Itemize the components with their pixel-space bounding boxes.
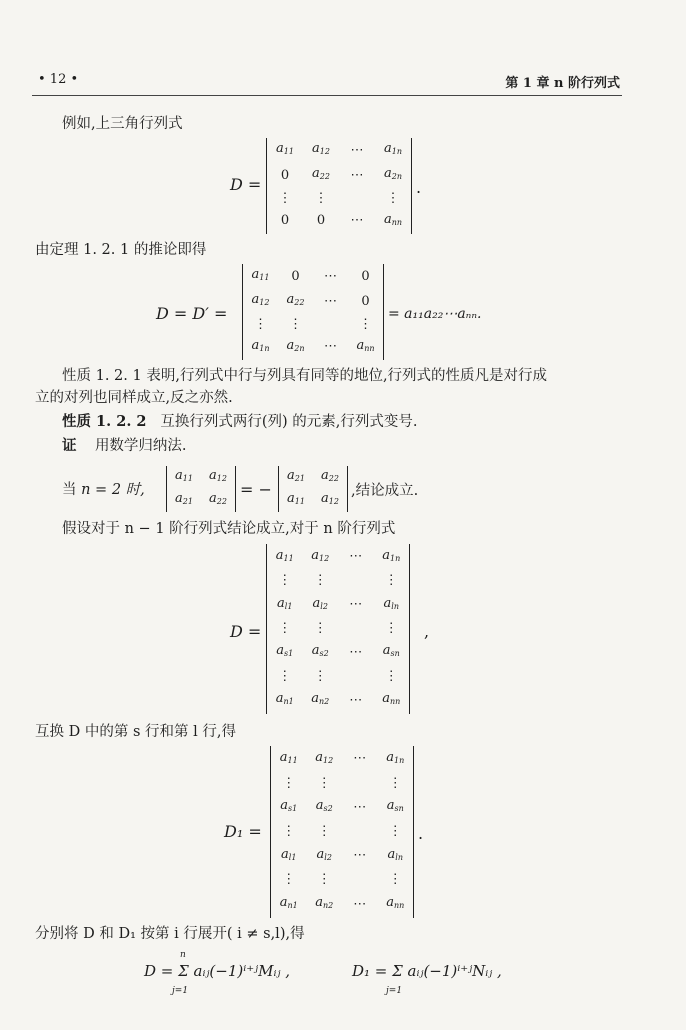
- matrix-cell: $a_{l2}$: [316, 846, 332, 862]
- matrix-cell: [342, 773, 378, 795]
- property-statement: [62, 412, 417, 432]
- matrix-cell: ⋯: [324, 293, 337, 309]
- label-D-eq-Dprime: D = D′ =: [156, 304, 228, 323]
- matrix-cell: ⋮: [278, 190, 292, 206]
- matrix-cell: $a_{s1}$: [276, 643, 294, 659]
- matrix-cell: ⋮: [317, 823, 331, 839]
- header-rule: [32, 95, 622, 96]
- matrix-row: [167, 489, 235, 512]
- matrix-table: [167, 466, 235, 512]
- matrix-cell: ⋮: [314, 190, 328, 206]
- matrix-cell: $a_{ln}$: [387, 846, 403, 862]
- matrix-cell: [313, 314, 348, 335]
- lower-triangular-matrix: [242, 264, 384, 360]
- matrix-cell: ⋮: [317, 872, 331, 888]
- matrix-cell: $a_{s2}$: [311, 643, 329, 659]
- matrix-cell: ⋯: [349, 597, 363, 613]
- paragraph-swap-rows: 互换 D 中的第 s 行和第 l 行,得: [35, 724, 236, 740]
- matrix-table: [243, 264, 383, 360]
- matrix-cell: $a_{1n}$: [251, 337, 270, 353]
- matrix-cell: $a_{sn}$: [386, 798, 404, 814]
- matrix-cell: $a_{1n}$: [386, 749, 405, 765]
- sum-lower-limit-2: j=1: [386, 986, 403, 996]
- label-D: D =: [230, 175, 262, 194]
- matrix-cell: $a_{l1}$: [281, 846, 297, 862]
- matrix-cell: 0: [316, 213, 326, 229]
- matrix-cell: $a_{11}$: [175, 468, 193, 483]
- label-D-big: D =: [230, 622, 262, 641]
- label-D1: D₁ =: [224, 822, 262, 841]
- paragraph-expand: 分别将 D 和 D₁ 按第 i 行展开( i ≠ s,l),得: [35, 926, 305, 942]
- proof-line: [62, 436, 187, 456]
- matrix-cell: $a_{22}$: [209, 491, 227, 506]
- matrix-cell: [338, 666, 374, 688]
- matrix-cell: ⋮: [282, 872, 296, 888]
- matrix-cell: $a_{11}$: [279, 749, 298, 765]
- matrix-cell: $a_{12}$: [311, 547, 330, 563]
- matrix-cell: 0: [361, 293, 370, 309]
- matrix-cell: ⋯: [349, 549, 363, 565]
- matrix-cell: $a_{11}$: [251, 267, 270, 283]
- matrix-cell: [339, 188, 375, 209]
- matrix-cell: $a_{l1}$: [277, 595, 293, 611]
- matrix-row: [267, 138, 411, 163]
- matrix-cell: $a_{ln}$: [383, 595, 399, 611]
- matrix-cell: $a_{n1}$: [275, 691, 294, 707]
- matrix-cell: ⋮: [282, 823, 296, 839]
- matrix-row: [271, 746, 413, 773]
- matrix-cell: ⋯: [349, 644, 363, 660]
- matrix-2x2-left: [166, 466, 236, 512]
- matrix-row: [267, 618, 409, 640]
- n-eq-2: n = 2 时,: [81, 482, 145, 498]
- matrix-cell: $a_{nn}$: [382, 691, 401, 707]
- matrix-cell: ⋮: [317, 775, 331, 791]
- formula-D1: D₁ = Σ aᵢⱼ(−1)ⁱ⁺ʲNᵢⱼ ,: [352, 962, 502, 980]
- matrix-cell: $a_{nn}$: [356, 337, 375, 353]
- matrix-row: [243, 289, 383, 314]
- matrix-cell: ⋮: [386, 190, 400, 206]
- matrix-cell: $a_{1n}$: [382, 547, 401, 563]
- matrix-cell: ⋮: [278, 620, 292, 636]
- matrix-cell: $a_{22}$: [321, 468, 339, 483]
- matrix-cell: $a_{n2}$: [311, 691, 330, 707]
- matrix-row: [279, 489, 347, 512]
- matrix-cell: $a_{1n}$: [383, 141, 402, 157]
- page-number: • 12 •: [38, 72, 79, 87]
- matrix-cell: $a_{12}$: [321, 491, 339, 506]
- matrix-cell: ⋮: [388, 872, 402, 888]
- matrix-row: [267, 188, 411, 209]
- paragraph-example: 例如,上三角行列式: [62, 116, 183, 132]
- sum-upper-limit: n: [180, 950, 186, 960]
- when-word: 当: [62, 482, 77, 498]
- matrix-cell: $a_{12}$: [312, 141, 330, 157]
- matrix-cell: ⋮: [278, 573, 292, 589]
- matrix-row: [267, 666, 409, 688]
- matrix-row: [267, 688, 409, 714]
- matrix-cell: ⋮: [254, 316, 267, 332]
- matrix-cell: $a_{2n}$: [383, 166, 402, 182]
- proof-title: 证: [62, 437, 77, 454]
- matrix-table: [267, 138, 411, 234]
- matrix-row: [267, 592, 409, 618]
- matrix-D1: [270, 746, 414, 918]
- matrix-cell: $a_{11}$: [276, 141, 294, 157]
- matrix-row: [271, 891, 413, 918]
- matrix-cell: $a_{22}$: [286, 292, 305, 308]
- matrix-row: [271, 773, 413, 795]
- matrix-cell: ⋯: [349, 692, 363, 708]
- matrix-cell: $a_{s2}$: [315, 798, 333, 814]
- matrix-cell: [338, 618, 374, 640]
- matrix-row: [167, 466, 235, 489]
- matrix-cell: [342, 821, 378, 843]
- determinant-result: = a₁₁a₂₂⋯aₙₙ.: [388, 306, 482, 322]
- matrix-cell: $a_{22}$: [312, 166, 330, 182]
- period-2: .: [418, 824, 424, 843]
- matrix-table: [279, 466, 347, 512]
- matrix-D: [266, 544, 410, 714]
- matrix-cell: ⋮: [388, 823, 402, 839]
- matrix-cell: ⋯: [350, 213, 364, 229]
- paragraph-property-remark-line1: 性质 1. 2. 1 表明,行列式中行与列具有同等的地位,行列式的性质凡是对行成: [62, 368, 548, 384]
- when-n-eq-2: [62, 480, 145, 500]
- matrix-row: [267, 570, 409, 592]
- matrix-table: [271, 746, 413, 918]
- matrix-row: [271, 794, 413, 821]
- sum-lower-limit: j=1: [172, 986, 189, 996]
- matrix-cell: $a_{n1}$: [279, 895, 298, 911]
- matrix-cell: $a_{nn}$: [383, 211, 403, 227]
- matrix-cell: $a_{21}$: [175, 491, 193, 506]
- matrix-row: [267, 163, 411, 188]
- matrix-cell: $a_{12}$: [315, 749, 334, 765]
- matrix-cell: ⋯: [353, 848, 367, 864]
- matrix-cell: $a_{12}$: [209, 468, 227, 483]
- formula-D: D = Σ aᵢⱼ(−1)ⁱ⁺ʲMᵢⱼ ,: [144, 962, 291, 980]
- matrix-2x2-right: [278, 466, 348, 512]
- matrix-cell: $a_{nn}$: [386, 895, 405, 911]
- matrix-cell: 0: [291, 268, 300, 284]
- paragraph-theorem: 由定理 1. 2. 1 的推论即得: [35, 242, 207, 258]
- matrix-cell: ⋮: [282, 775, 296, 791]
- chapter-title: 第 1 章 n 阶行列式: [505, 76, 620, 91]
- paragraph-induction: 假设对于 n − 1 阶行列式结论成立,对于 n 阶行列式: [62, 521, 396, 537]
- matrix-cell: $a_{n2}$: [315, 895, 334, 911]
- matrix-cell: ⋯: [353, 896, 367, 912]
- matrix-cell: $a_{2n}$: [286, 337, 305, 353]
- matrix-row: [279, 466, 347, 489]
- matrix-row: [243, 335, 383, 360]
- matrix-cell: $a_{21}$: [287, 468, 305, 483]
- conclusion-text: ,结论成立.: [351, 483, 419, 499]
- expansion-formula: [144, 948, 608, 998]
- matrix-cell: ⋮: [289, 316, 302, 332]
- matrix-row: [243, 264, 383, 289]
- matrix-cell: $a_{12}$: [251, 292, 270, 308]
- matrix-cell: ⋮: [384, 620, 398, 636]
- comma: ,: [424, 622, 430, 641]
- matrix-cell: [338, 570, 374, 592]
- matrix-cell: 0: [361, 268, 370, 284]
- property-title: 性质 1. 2. 2: [62, 413, 147, 430]
- matrix-cell: ⋮: [384, 668, 398, 684]
- property-body: 互换行列式两行(列) 的元素,行列式变号.: [160, 414, 418, 430]
- matrix-cell: $a_{11}$: [275, 547, 294, 563]
- matrix-cell: ⋯: [324, 268, 337, 284]
- matrix-cell: $a_{11}$: [287, 491, 305, 506]
- matrix-cell: ⋯: [350, 167, 364, 183]
- matrix-cell: 0: [280, 213, 290, 229]
- matrix-row: [271, 843, 413, 870]
- matrix-cell: $a_{sn}$: [382, 643, 400, 659]
- matrix-cell: ⋯: [324, 339, 337, 355]
- matrix-row: [271, 821, 413, 843]
- matrix-row: [267, 209, 411, 234]
- matrix-cell: $a_{l2}$: [312, 595, 328, 611]
- matrix-row: [271, 870, 413, 892]
- matrix-row: [243, 314, 383, 335]
- matrix-row: [267, 640, 409, 666]
- matrix-cell: ⋯: [353, 751, 367, 767]
- matrix-row: [267, 544, 409, 570]
- matrix-cell: ⋯: [353, 799, 367, 815]
- matrix-table: [267, 544, 409, 714]
- matrix-cell: ⋮: [388, 775, 402, 791]
- matrix-cell: ⋮: [359, 316, 372, 332]
- matrix-cell: $a_{s1}$: [280, 798, 298, 814]
- matrix-cell: ⋮: [313, 620, 327, 636]
- proof-body: 用数学归纳法.: [94, 438, 187, 454]
- matrix-cell: ⋮: [384, 573, 398, 589]
- matrix-cell: ⋯: [350, 142, 364, 158]
- matrix-cell: ⋮: [313, 668, 327, 684]
- matrix-cell: ⋮: [278, 668, 292, 684]
- matrix-cell: 0: [280, 167, 290, 183]
- upper-triangular-matrix: [266, 138, 412, 234]
- period: .: [416, 178, 422, 197]
- equals-minus: = −: [240, 480, 272, 499]
- paragraph-property-remark-line2: 立的对列也同样成立,反之亦然.: [35, 390, 233, 406]
- matrix-cell: ⋮: [313, 573, 327, 589]
- matrix-cell: [342, 870, 378, 892]
